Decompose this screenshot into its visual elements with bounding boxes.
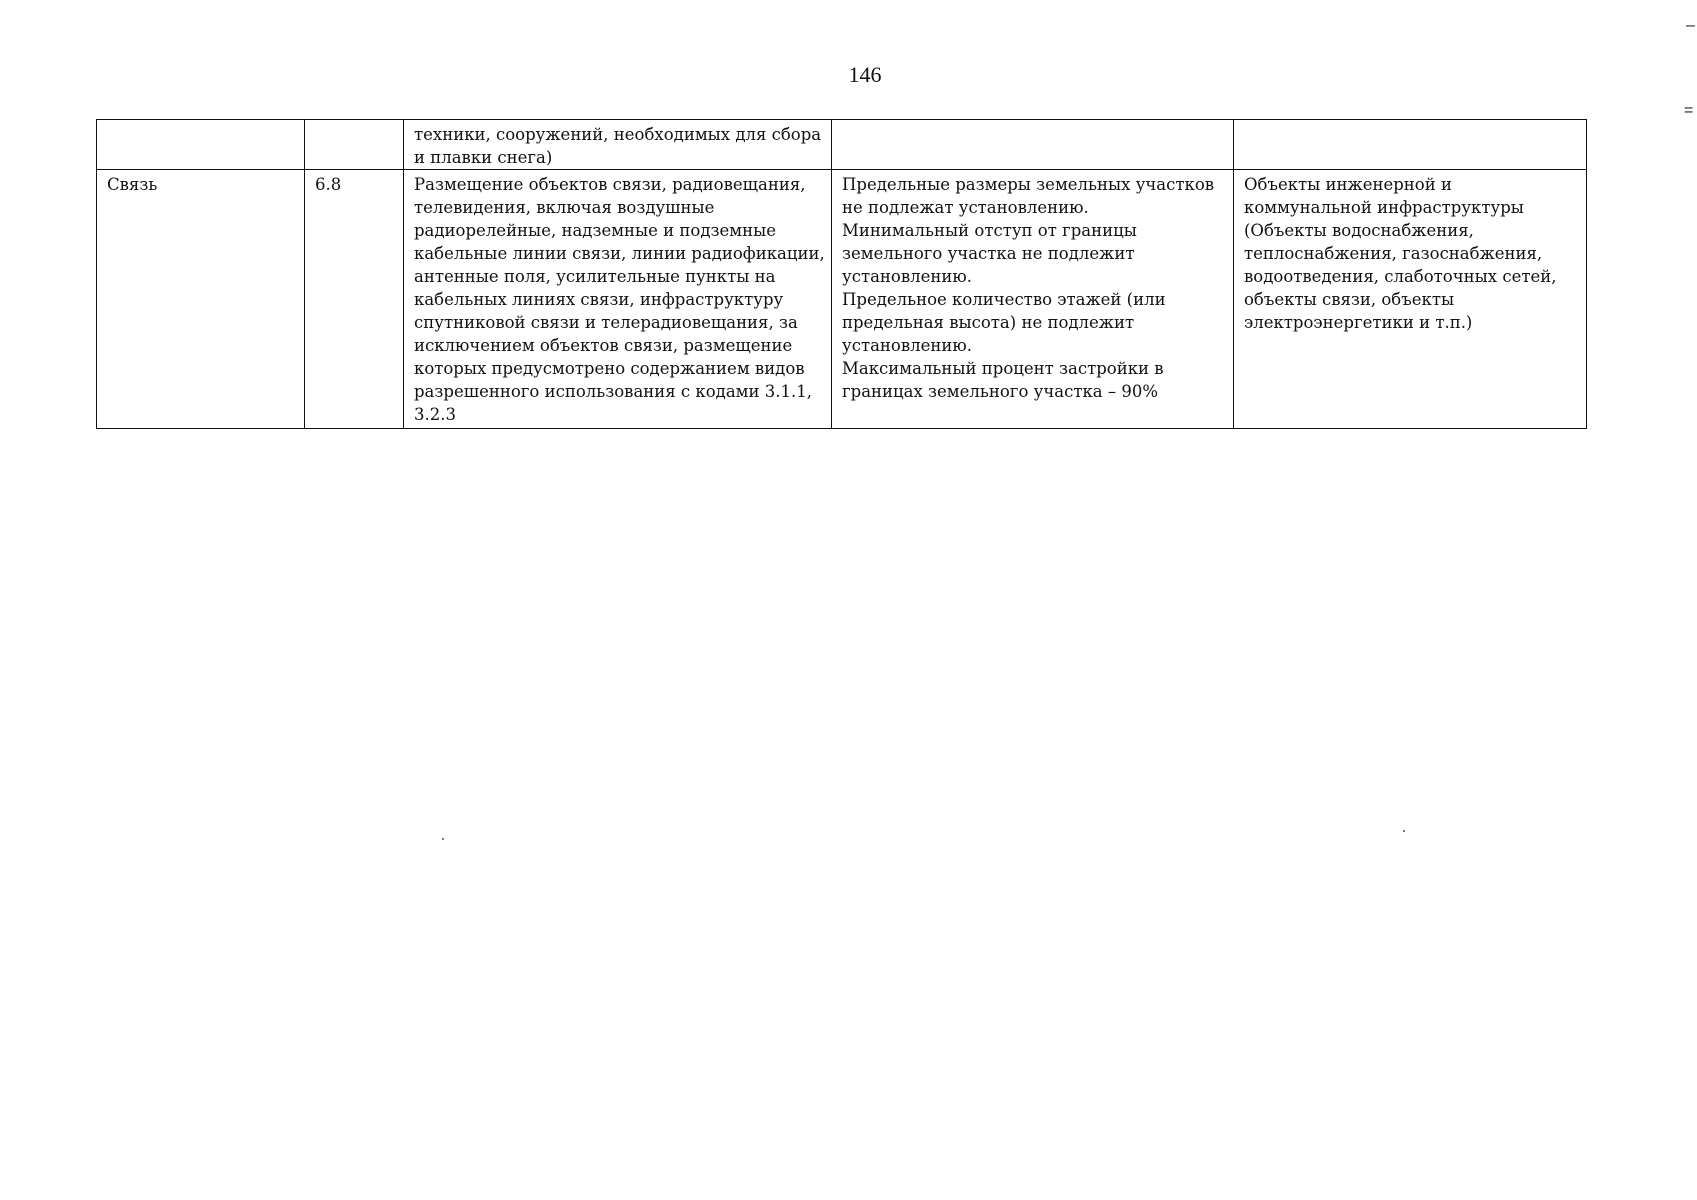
cell-text-line: разрешенного использования с кодами 3.1.1, <box>414 382 812 401</box>
cell-text-line: коммунальной инфраструктуры <box>1244 198 1524 217</box>
use-name-cell: Связь <box>97 170 305 429</box>
auxiliary-uses-cell <box>1234 120 1587 170</box>
margin-mark-top: – <box>1686 17 1695 34</box>
cell-text-line: Максимальный процент застройки в <box>842 359 1164 378</box>
cell-text-line: которых предусмотрено содержанием видов <box>414 359 805 378</box>
cell-text-line: объекты связи, объекты <box>1244 290 1455 309</box>
cell-text-line: и плавки снега) <box>414 148 553 167</box>
cell-text-line: предельная высота) не подлежит <box>842 313 1135 332</box>
cell-text-line: спутниковой связи и телерадиовещания, за <box>414 313 798 332</box>
cell-text-line: техники, сооружений, необходимых для сбора <box>414 125 822 144</box>
table-row <box>97 120 1587 170</box>
cell-text-line: установлению. <box>842 336 972 355</box>
use-description-cell <box>404 170 832 429</box>
cell-text-line: Минимальный отступ от границы <box>842 221 1137 240</box>
cell-text-line: исключением объектов связи, размещение <box>414 336 793 355</box>
cell-text-line: кабельные линии связи, линии радиофикации, <box>414 244 825 263</box>
use-code-cell <box>305 120 404 170</box>
cell-text-line: телевидения, включая воздушные <box>414 198 715 217</box>
cell-text-line: не подлежат установлению. <box>842 198 1089 217</box>
cell-text-line: электроэнергетики и т.п.) <box>1244 313 1473 332</box>
cell-text-line: радиорелейные, надземные и подземные <box>414 221 777 240</box>
table-row <box>97 170 1587 429</box>
cell-text-line: 3.2.3 <box>414 405 456 424</box>
use-code-cell: 6.8 <box>305 170 404 429</box>
parameters-cell <box>832 120 1234 170</box>
cell-text-line: (Объекты водоснабжения, <box>1244 221 1474 240</box>
use-description-cell <box>404 120 832 170</box>
cell-text-line: границах земельного участка – 90% <box>842 382 1159 401</box>
cell-text-line: кабельных линиях связи, инфраструктуру <box>414 290 784 309</box>
page-number: 146 <box>848 62 882 87</box>
auxiliary-uses-cell <box>1234 170 1587 429</box>
cell-text-line: Объекты инженерной и <box>1244 175 1452 194</box>
scan-speck <box>1403 830 1405 832</box>
parameters-cell <box>832 170 1234 429</box>
cell-text-line: антенные поля, усилительные пункты на <box>414 267 776 286</box>
cell-text-line: Предельное количество этажей (или <box>842 290 1166 309</box>
cell-text-line: теплоснабжения, газоснабжения, <box>1244 244 1543 263</box>
cell-text-line: водоотведения, слаботочных сетей, <box>1244 267 1557 286</box>
scan-speck <box>442 838 444 840</box>
land-use-table <box>96 119 1587 429</box>
cell-text-line: Предельные размеры земельных участков <box>842 175 1215 194</box>
use-name-cell <box>97 120 305 170</box>
cell-text-line: земельного участка не подлежит <box>842 244 1135 263</box>
margin-mark-side: = <box>1684 102 1694 119</box>
cell-text-line: установлению. <box>842 267 972 286</box>
cell-text-line: Размещение объектов связи, радиовещания, <box>414 175 806 194</box>
